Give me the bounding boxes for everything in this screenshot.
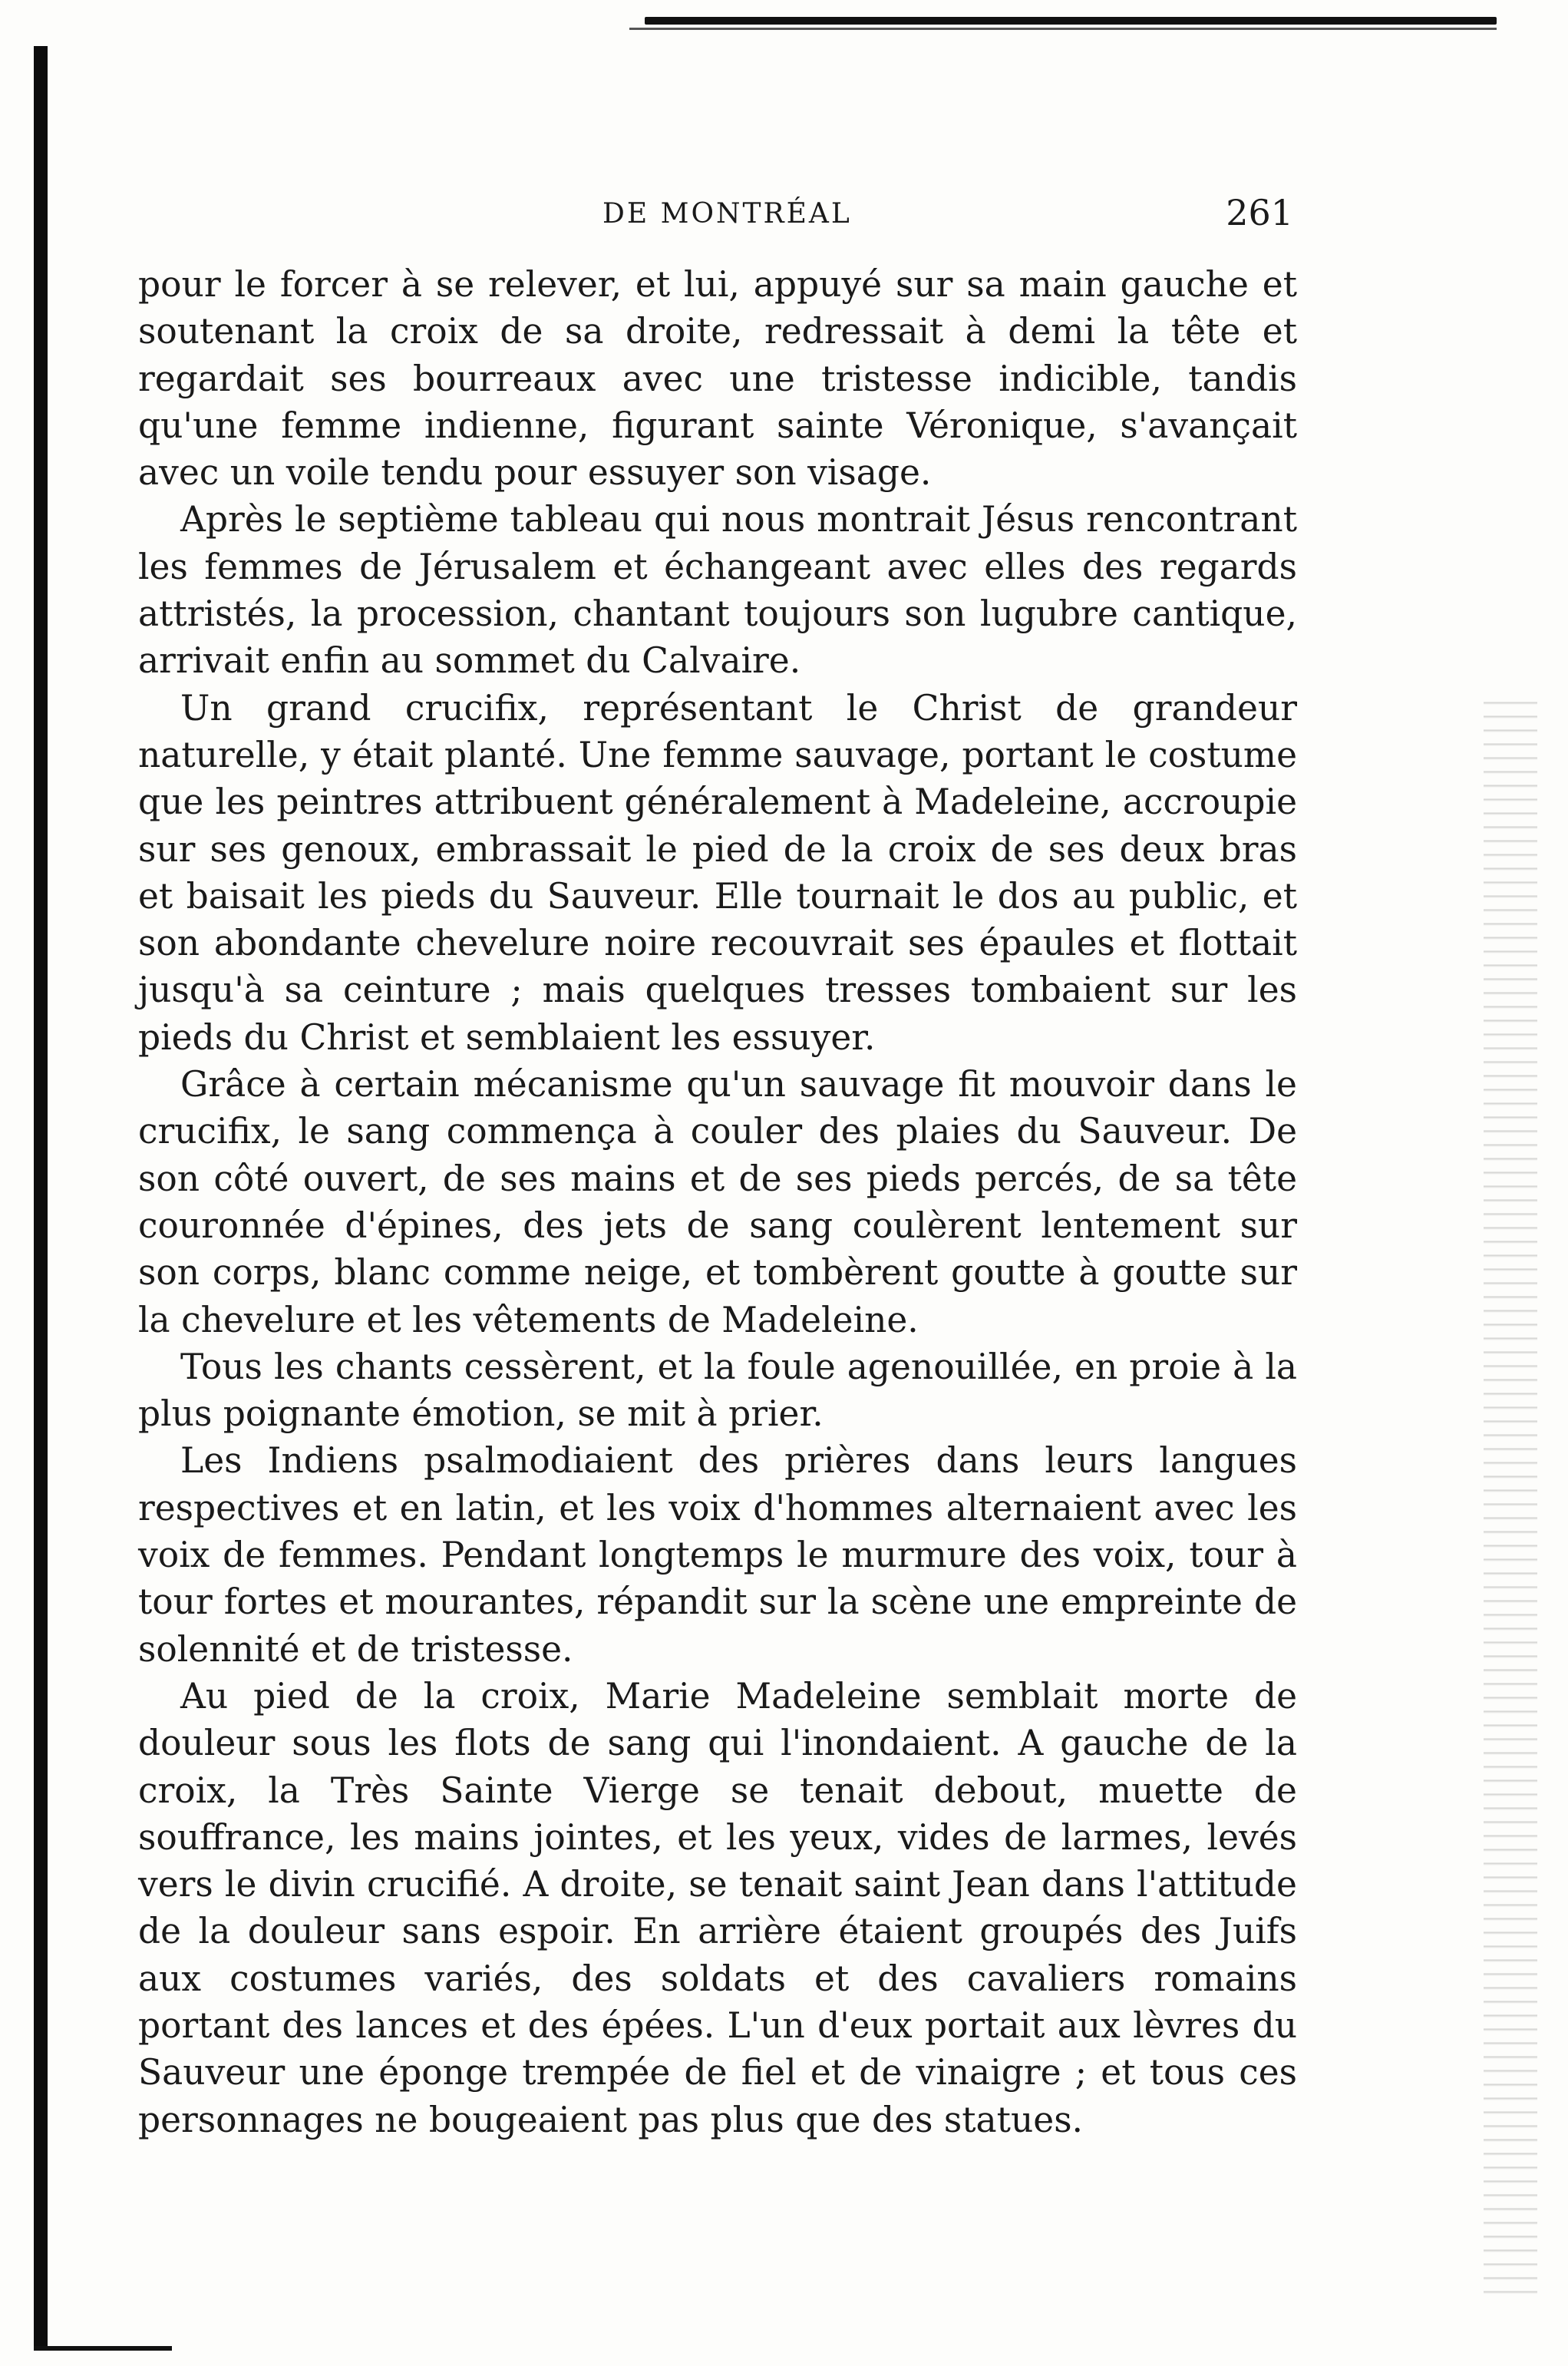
- paragraph: Grâce à certain mécanisme qu'un sauvage fit mouvoir dans le crucifix, le sang commença à couler des plaies du Sauveur. De son côté ouvert, de ses mains et de ses pieds percés, de sa tête couronnée d'épines, des jets de sang coulèrent lentement sur son corps, blanc comme neige, et tombèrent goutte à goutte sur la chevelure et les vêtements de Madeleine.: [138, 1064, 1297, 1340]
- paragraph: Après le septième tableau qui nous montrait Jésus rencontrant les femmes de Jérusalem et échangeant avec elles des regards attristés, la procession, chantant toujours son lugubre cantique, arrivait enfin au sommet du Calvaire.: [138, 499, 1297, 682]
- running-head: DE MONTRÉAL: [602, 198, 852, 230]
- bottom-edge-rule: [34, 2346, 172, 2351]
- paragraph: Les Indiens psalmodiaient des prières dans leurs langues respectives et en latin, et les voix d'hommes alternaient avec les voix de femmes. Pendant longtemps le murmure des voix, tour à tour fortes et mourantes, répandit sur la scène une empreinte de solennité et de tristesse.: [138, 1440, 1297, 1670]
- right-edge-scan-noise: [1484, 691, 1537, 2303]
- body-text: [138, 261, 1297, 2143]
- paragraph: Tous les chants cessèrent, et la foule agenouillée, en proie à la plus poignante émotion, se mit à prier.: [138, 1346, 1297, 1435]
- paragraph: pour le forcer à se relever, et lui, appuyé sur sa main gauche et soutenant la croix de sa droite, redressait à demi la tête et regardait ses bourreaux avec une tristesse indicible, tandis qu'une femme indienne, figurant sainte Véronique, s'avançait avec un voile tendu pour essuyer son visage.: [138, 264, 1297, 494]
- page-number: 261: [1226, 192, 1293, 233]
- paragraph: Au pied de la croix, Marie Madeleine semblait morte de douleur sous les flots de sang qui l'inondaient. A gauche de la croix, la Très Sainte Vierge se tenait debout, muette de souffrance, les mains jointes, et les yeux, vides de larmes, levés vers le divin crucifié. A droite, se tenait saint Jean dans l'attitude de la douleur sans espoir. En arrière étaient groupés des Juifs aux costumes variés, des soldats et des cavaliers romains portant des lances et des épées. L'un d'eux portait aux lèvres du Sauveur une éponge trempée de fiel et de vinaigre ; et tous ces personnages ne bougeaient pas plus que des statues.: [138, 1675, 1297, 2140]
- top-edge-rule-thin: [629, 28, 1497, 30]
- page-header: [142, 192, 1293, 238]
- paragraph: Un grand crucifix, représentant le Christ de grandeur naturelle, y était planté. Une femme sauvage, portant le costume que les peintres attribuent généralement à Madeleine, accroupie sur ses genoux, embrassait le pied de la croix de ses deux bras et baisait les pieds du Sauveur. Elle tournait le dos au public, et son abondante chevelure noire recouvrait ses épaules et flottait jusqu'à sa ceinture ; mais quelques tresses tombaient sur les pieds du Christ et semblaient les essuyer.: [138, 687, 1297, 1058]
- top-edge-rule: [645, 17, 1497, 25]
- book-spine-shadow: [34, 46, 48, 2349]
